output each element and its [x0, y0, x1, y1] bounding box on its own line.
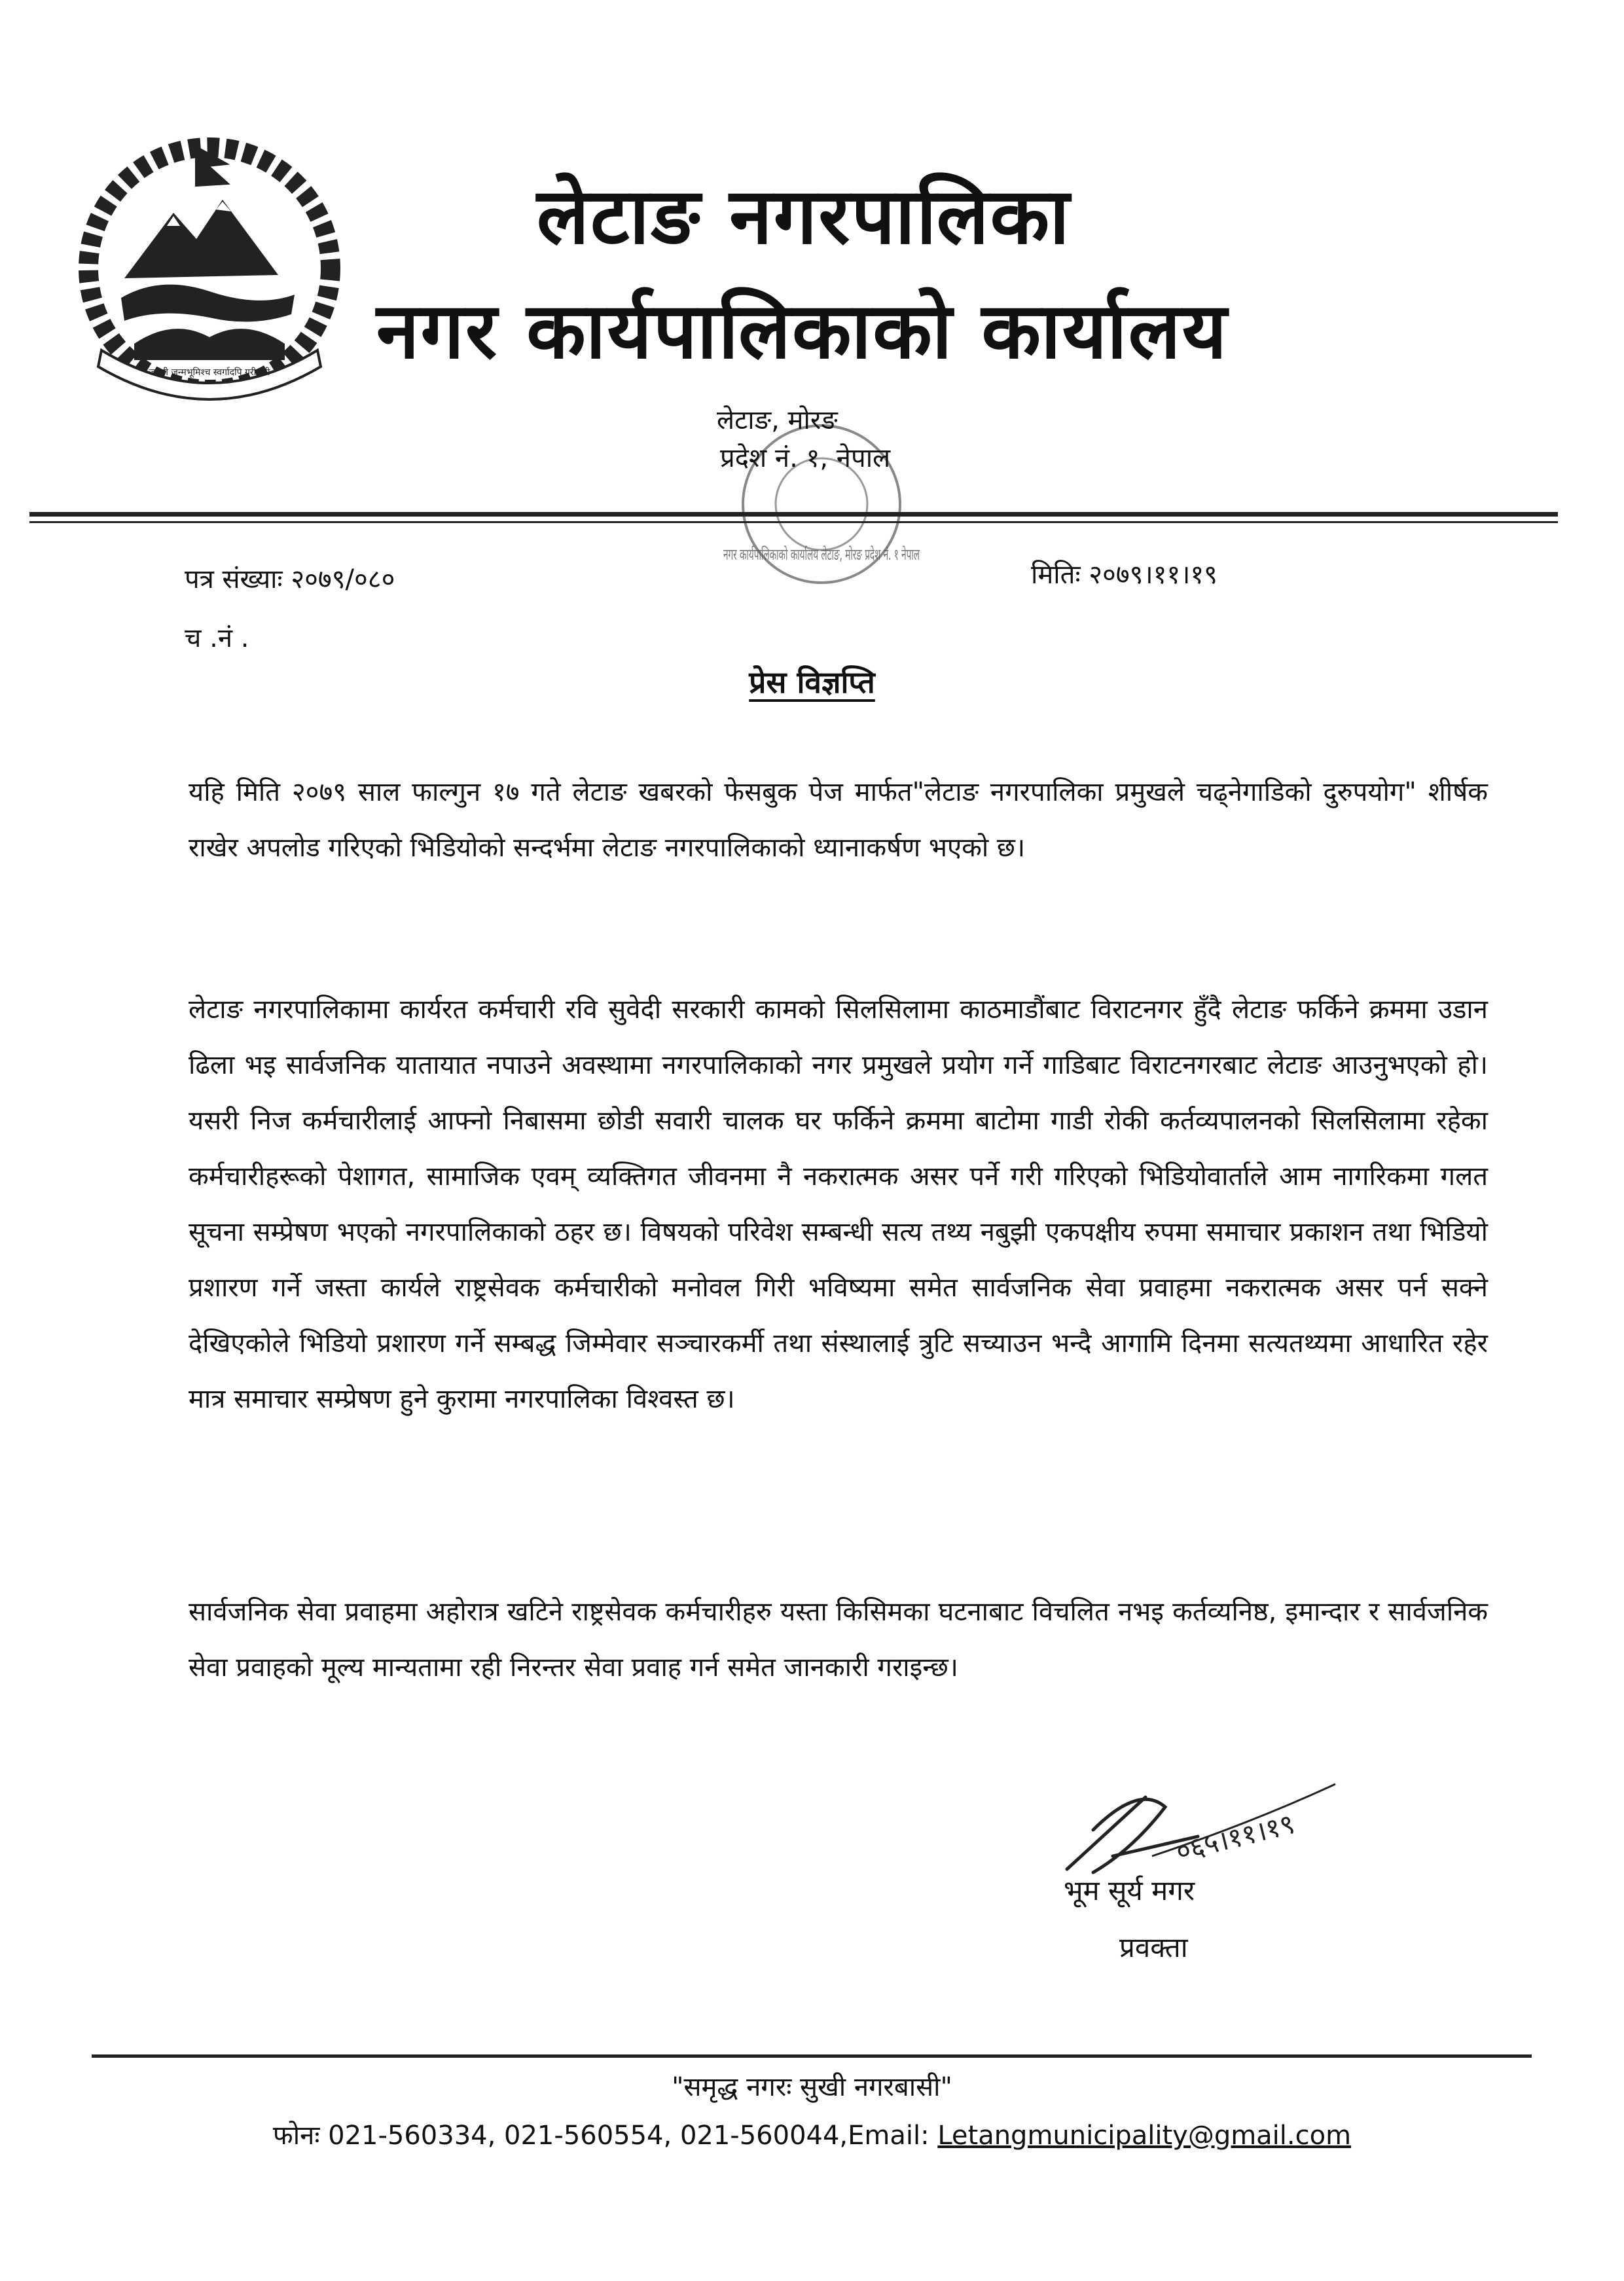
office-name: नगर कार्यपालिकाको कार्यालय — [376, 285, 1229, 376]
date-value: २०७९।११।१९ — [1089, 560, 1218, 590]
phone-label: फोनः — [272, 2121, 320, 2151]
document-heading — [0, 661, 1624, 702]
signatory-name: भूम सूर्य मगर — [1064, 1874, 1195, 1907]
emblem-motto: जननी जन्मभूमिश्च स्वर्गादपि गरीयसी — [149, 367, 270, 378]
signature-icon — [1054, 1745, 1362, 1882]
phone-numbers: 021-560334, 021-560554, 021-560044, — [328, 2121, 848, 2151]
letter-date — [1031, 555, 1218, 591]
footer-contact — [0, 2116, 1624, 2152]
nepal-emblem-icon — [62, 134, 357, 403]
heading-text: प्रेस विज्ञप्ति — [749, 665, 875, 700]
footer-slogan: "समृद्ध नगरः सुखी नगरबासी" — [672, 2072, 952, 2102]
municipality-name: लेटाङ नगरपालिका — [537, 171, 1071, 261]
email-link[interactable]: Letangmunicipality@gmail.com — [937, 2121, 1352, 2151]
address-line-1: लेटाङ, मोरङ — [717, 405, 838, 435]
footer-divider — [92, 2054, 1532, 2058]
header-divider-thin — [29, 521, 1558, 523]
dispatch-number: च .नं . — [185, 623, 249, 653]
ref-value: २०७९/०८० — [291, 564, 395, 594]
signature-date: ०६५।११।१९ — [1172, 1807, 1298, 1868]
reference-number — [185, 560, 395, 596]
paragraph-2: लेटाङ नगरपालिकामा कार्यरत कर्मचारी रवि सुवेदी सरकारी कामको सिलसिलामा काठमाडौंबाट विराटनगर हुँदै लेटाङ फर्किने क्रममा उडान ढिला भइ सार्वजनिक यातायात नपाउने अवस्थामा नगरपालिकाको नगर प्रमुखले प्रयोग गर्ने गाडिबाट विराटनगरबाट लेटाङ आउनुभएको हो। यसरी निज कर्मचारीलाई आफ्नो निबासमा छोडी सवारी चालक घर फर्किने क्रममा बाटोमा गाडी रोकी कर्तव्यपालनको सिलसिलामा रहेका कर्मचारीहरूको पेशागत, सामाजिक एवम् व्यक्तिगत जीवनमा नै नकरात्मक असर पर्ने गरी गरिएको भिडियोवार्ताले आम नागरिकमा गलत सूचना सम्प्रेषण भएको नगरपालिकाको ठहर छ। विषयको परिवेश सम्बन्धी सत्य तथ्य नबुझी एकपक्षीय रुपमा समाचार प्रकाशन तथा भिडियो प्रशारण गर्ने जस्ता कार्यले राष्ट्रसेवक कर्मचारीको मनोवल गिरी भविष्यमा समेत सार्वजनिक सेवा प्रवाहमा नकरात्मक असर पर्न सक्ने देखिएकोले भिडियो प्रशारण गर्ने सम्बद्ध जिम्मेवार सञ्चारकर्मी तथा संस्थालाई त्रुटि सच्याउन भन्दै आगामि दिनमा सत्यतथ्यमा आधारित रहेर मात्र समाचार सम्प्रेषण हुने कुरामा नगरपालिका विश्वस्त छ। — [189, 995, 1488, 1414]
paragraph-3: सार्वजनिक सेवा प्रवाहमा अहोरात्र खटिने राष्ट्रसेवक कर्मचारीहरु यस्ता किसिमका घटनाबाट विचलित नभइ कर्तव्यनिष्ठ, इमान्दार र सार्वजनिक सेवा प्रवाहको मूल्य मान्यतामा रही निरन्तर सेवा प्रवाह गर्न समेत जानकारी गराइन्छ। — [189, 1597, 1488, 1683]
signatory-role: प्रवक्ता — [1119, 1931, 1188, 1963]
paragraph-1: यहि मिति २०७९ साल फाल्गुन १७ गते लेटाङ खबरको फेसबुक पेज मार्फत"लेटाङ नगरपालिका प्रमुखले चढ्नेगाडिको दुरुपयोग" शीर्षक राखेर अपलोड गरिएको भिडियोको सन्दर्भमा लेटाङ नगरपालिकाको ध्यानाकर्षण भएको छ। — [189, 777, 1488, 863]
stamp-text: नगर कार्यपालिकाको कार्यालय लेटाङ, मोरङ प्रदेश नं. १ नेपाल — [723, 545, 920, 564]
header-divider — [29, 512, 1558, 517]
ref-label: पत्र संख्याः — [185, 564, 283, 594]
address-line-2: प्रदेश नं. १, नेपाल — [720, 443, 891, 473]
date-label: मितिः — [1031, 560, 1081, 590]
email-label: Email: — [848, 2121, 929, 2151]
